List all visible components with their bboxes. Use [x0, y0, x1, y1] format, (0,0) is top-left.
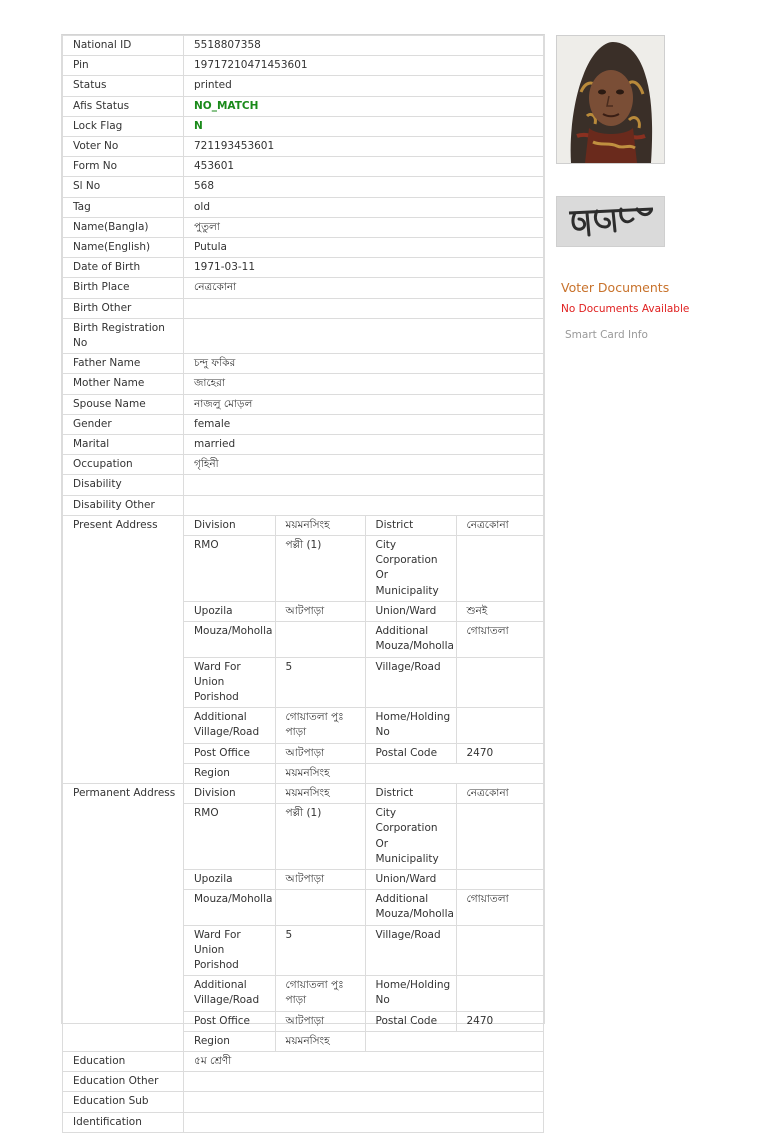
address-field-value: আটপাড়া — [275, 869, 365, 889]
info-row — [63, 374, 544, 394]
empty-cell — [365, 1031, 543, 1051]
field-label: Name(Bangla) — [63, 217, 184, 237]
address-field-value — [456, 869, 543, 889]
address-field-value: পল্লী (1) — [275, 804, 365, 870]
address-field-value: আটপাড়া — [275, 1011, 365, 1031]
address-field-value: শুনই — [456, 601, 543, 621]
address-field-label: Additional Mouza/Moholla — [365, 622, 456, 657]
address-row — [184, 976, 543, 1011]
address-field-label: Postal Code — [365, 1011, 456, 1031]
field-label: Occupation — [63, 455, 184, 475]
address-field-label: City Corporation Or Municipality — [365, 804, 456, 870]
address-field-label: Division — [184, 516, 275, 536]
info-row — [63, 217, 544, 237]
address-field-value: 5 — [275, 925, 365, 976]
field-label: Status — [63, 76, 184, 96]
address-row — [184, 536, 543, 602]
address-field-label: Region — [184, 1031, 275, 1051]
voter-photo — [556, 35, 665, 164]
address-field-label: City Corporation Or Municipality — [365, 536, 456, 602]
info-row — [63, 278, 544, 298]
field-value: চন্দু ফকির — [184, 354, 544, 374]
address-row — [184, 763, 543, 783]
field-label: Disability — [63, 475, 184, 495]
address-field-label: Ward For Union Porishod — [184, 925, 275, 976]
address-row — [184, 516, 543, 536]
address-field-value — [456, 976, 543, 1011]
address-field-label: Upozila — [184, 601, 275, 621]
address-field-value: 2470 — [456, 743, 543, 763]
field-label: Form No — [63, 157, 184, 177]
address-field-value: আটপাড়া — [275, 601, 365, 621]
address-field-label: RMO — [184, 804, 275, 870]
address-field-label: Union/Ward — [365, 869, 456, 889]
address-row — [184, 1031, 543, 1051]
info-row — [63, 197, 544, 217]
address-field-label: District — [365, 784, 456, 804]
info-row — [63, 177, 544, 197]
address-row — [184, 784, 543, 804]
permanent-address-block — [184, 783, 544, 1051]
field-value: গৃহিনী — [184, 455, 544, 475]
address-field-value: ময়মনসিংহ — [275, 784, 365, 804]
address-field-label: Post Office — [184, 1011, 275, 1031]
present-address-table — [184, 516, 543, 783]
field-value: নেত্রকোনা — [184, 278, 544, 298]
field-label: Father Name — [63, 354, 184, 374]
address-row — [184, 804, 543, 870]
address-row — [184, 657, 543, 708]
address-field-label: Region — [184, 763, 275, 783]
field-label: Education Sub — [63, 1092, 184, 1112]
address-field-label: Village/Road — [365, 657, 456, 708]
address-field-value: গোয়াতলা পুঃ পাড়া — [275, 976, 365, 1011]
field-label: Permanent Address — [63, 783, 184, 1051]
address-row — [184, 869, 543, 889]
address-field-value — [456, 708, 543, 743]
address-row — [184, 601, 543, 621]
address-field-label: Division — [184, 784, 275, 804]
field-label: Education — [63, 1051, 184, 1071]
info-row — [63, 238, 544, 258]
field-label: Date of Birth — [63, 258, 184, 278]
info-row — [63, 76, 544, 96]
address-field-label: Additional Mouza/Moholla — [365, 890, 456, 925]
info-row — [63, 1112, 544, 1132]
address-field-label: Ward For Union Porishod — [184, 657, 275, 708]
field-value — [184, 475, 544, 495]
address-row — [184, 743, 543, 763]
permanent-address-table — [184, 784, 543, 1051]
address-row — [184, 622, 543, 657]
info-row — [63, 56, 544, 76]
info-row — [63, 1051, 544, 1071]
address-row — [184, 1011, 543, 1031]
address-row — [184, 708, 543, 743]
field-value: N — [184, 116, 544, 136]
address-field-value: নেত্রকোনা — [456, 516, 543, 536]
field-label: Birth Place — [63, 278, 184, 298]
no-documents-message: No Documents Available — [561, 303, 690, 315]
field-label: Afis Status — [63, 96, 184, 116]
info-row — [63, 298, 544, 318]
field-value: NO_MATCH — [184, 96, 544, 116]
address-field-value — [275, 622, 365, 657]
address-field-label: Mouza/Moholla — [184, 622, 275, 657]
field-label: Present Address — [63, 515, 184, 783]
address-field-value: ময়মনসিংহ — [275, 516, 365, 536]
info-row — [63, 354, 544, 374]
info-row — [63, 318, 544, 353]
address-field-value — [456, 657, 543, 708]
info-row — [63, 394, 544, 414]
address-field-value — [456, 925, 543, 976]
field-label: Sl No — [63, 177, 184, 197]
field-label: Education Other — [63, 1072, 184, 1092]
info-row — [63, 495, 544, 515]
info-row — [63, 36, 544, 56]
portrait-image — [557, 36, 664, 163]
address-field-value — [456, 804, 543, 870]
address-field-label: District — [365, 516, 456, 536]
field-label: Birth Other — [63, 298, 184, 318]
address-field-label: Postal Code — [365, 743, 456, 763]
field-value: Putula — [184, 238, 544, 258]
address-field-label: Additional Village/Road — [184, 976, 275, 1011]
address-field-value: গোয়াতলা পুঃ পাড়া — [275, 708, 365, 743]
field-label: Voter No — [63, 137, 184, 157]
info-row — [63, 475, 544, 495]
smart-card-info-link[interactable]: Smart Card Info — [565, 329, 648, 341]
voter-info-table — [61, 34, 545, 1128]
address-field-label: Upozila — [184, 869, 275, 889]
field-value — [184, 495, 544, 515]
address-field-value: 2470 — [456, 1011, 543, 1031]
field-label: Pin — [63, 56, 184, 76]
permanent-address-row — [63, 783, 544, 1051]
info-row — [63, 96, 544, 116]
field-value: married — [184, 435, 544, 455]
field-label: Identification — [63, 1112, 184, 1132]
present-address-row — [63, 515, 544, 783]
present-address-block — [184, 515, 544, 783]
address-field-label: Union/Ward — [365, 601, 456, 621]
info-table — [62, 35, 544, 1133]
info-row — [63, 116, 544, 136]
field-value: 453601 — [184, 157, 544, 177]
address-field-value: গোয়াতলা — [456, 890, 543, 925]
address-field-value: ময়মনসিংহ — [275, 1031, 365, 1051]
voter-documents-heading: Voter Documents — [561, 280, 670, 295]
address-field-value: আটপাড়া — [275, 743, 365, 763]
info-row — [63, 157, 544, 177]
field-value — [184, 1072, 544, 1092]
field-value: 19717210471453601 — [184, 56, 544, 76]
address-field-value: পল্লী (1) — [275, 536, 365, 602]
field-value: female — [184, 414, 544, 434]
field-value: পুতুলা — [184, 217, 544, 237]
info-row — [63, 455, 544, 475]
field-value: 5518807358 — [184, 36, 544, 56]
field-label: Spouse Name — [63, 394, 184, 414]
field-value: printed — [184, 76, 544, 96]
field-value: জাহেরা — [184, 374, 544, 394]
address-field-label: Home/Holding No — [365, 976, 456, 1011]
empty-cell — [365, 763, 543, 783]
field-value: ৫ম শ্রেণী — [184, 1051, 544, 1071]
field-value — [184, 298, 544, 318]
signature-graphic — [557, 197, 664, 246]
signature-image — [556, 196, 665, 247]
info-row — [63, 1092, 544, 1112]
field-value: 568 — [184, 177, 544, 197]
address-row — [184, 890, 543, 925]
address-field-label: Post Office — [184, 743, 275, 763]
field-label: Marital — [63, 435, 184, 455]
address-field-value — [456, 536, 543, 602]
field-value: 721193453601 — [184, 137, 544, 157]
field-value: 1971-03-11 — [184, 258, 544, 278]
address-field-value: নেত্রকোনা — [456, 784, 543, 804]
address-field-value — [275, 890, 365, 925]
address-field-label: RMO — [184, 536, 275, 602]
address-field-label: Mouza/Moholla — [184, 890, 275, 925]
field-label: Lock Flag — [63, 116, 184, 136]
field-value — [184, 318, 544, 353]
info-row — [63, 137, 544, 157]
address-field-label: Village/Road — [365, 925, 456, 976]
info-row — [63, 1072, 544, 1092]
address-field-value: 5 — [275, 657, 365, 708]
field-value — [184, 1092, 544, 1112]
field-label: National ID — [63, 36, 184, 56]
field-label: Disability Other — [63, 495, 184, 515]
address-field-label: Additional Village/Road — [184, 708, 275, 743]
field-label: Mother Name — [63, 374, 184, 394]
address-field-label: Home/Holding No — [365, 708, 456, 743]
address-field-value: গোয়াতলা — [456, 622, 543, 657]
field-label: Gender — [63, 414, 184, 434]
info-row — [63, 414, 544, 434]
info-row — [63, 258, 544, 278]
field-value: নাজলু মোড়ল — [184, 394, 544, 414]
field-label: Tag — [63, 197, 184, 217]
field-label: Name(English) — [63, 238, 184, 258]
address-row — [184, 925, 543, 976]
field-label: Birth Registration No — [63, 318, 184, 353]
field-value: old — [184, 197, 544, 217]
address-field-value: ময়মনসিংহ — [275, 763, 365, 783]
field-value — [184, 1112, 544, 1132]
info-row — [63, 435, 544, 455]
